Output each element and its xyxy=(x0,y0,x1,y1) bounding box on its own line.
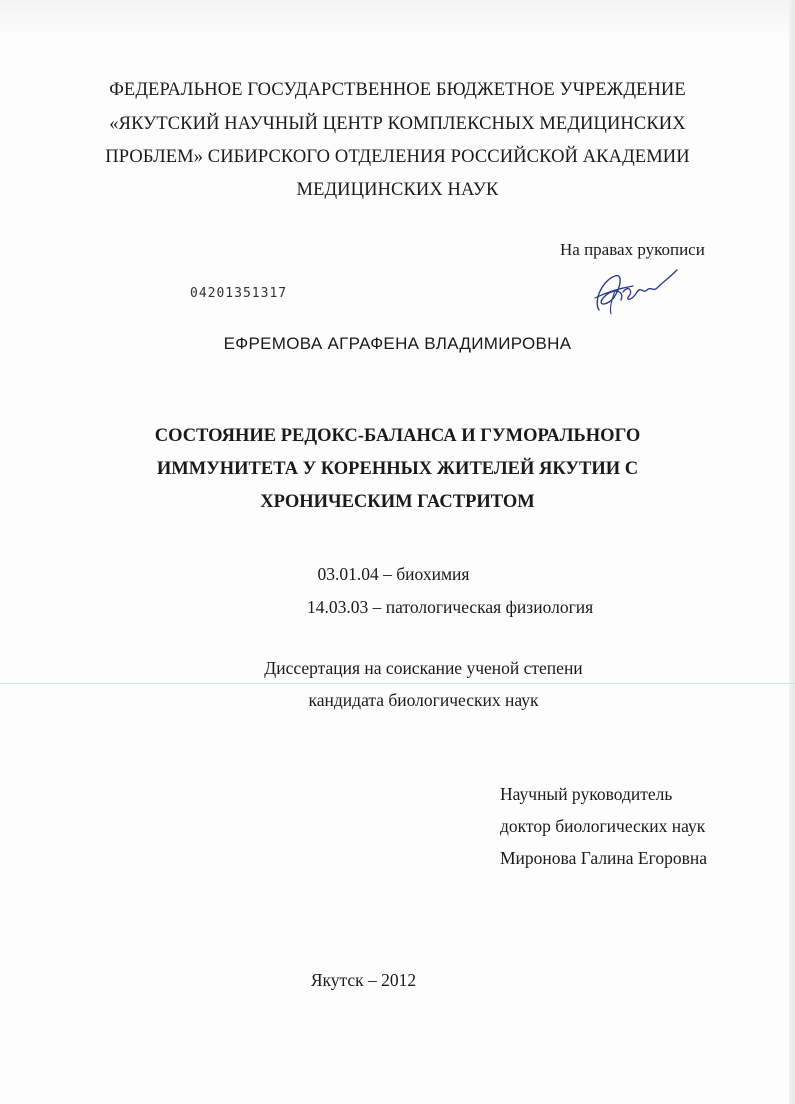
title-line-2: ИММУНИТЕТА У КОРЕННЫХ ЖИТЕЛЕЙ ЯКУТИИ С xyxy=(156,459,639,479)
specialty-2: 14.03.03 – патологическая физиология xyxy=(307,597,594,617)
scan-line xyxy=(0,683,795,684)
scan-shade xyxy=(0,0,795,40)
institution-line-2: «ЯКУТСКИЙ НАУЧНЫЙ ЦЕНТР КОМПЛЕКСНЫХ МЕДИЦИНСКИХ xyxy=(109,114,686,134)
dissertation-line-1: Диссертация на соискание ученой степени xyxy=(264,658,583,678)
serial-number: 04201351317 xyxy=(190,286,288,301)
title-line-3: ХРОНИЧЕСКИМ ГАСТРИТОМ xyxy=(260,492,535,512)
author-name: ЕФРЕМОВА АГРАФЕНА ВЛАДИМИРОВНА xyxy=(223,334,572,353)
institution-line-3: ПРОБЛЕМ» СИБИРСКОГО ОТДЕЛЕНИЯ РОССИЙСКОЙ АКАДЕМИИ xyxy=(105,147,690,167)
institution-line-4: МЕДИЦИНСКИХ НАУК xyxy=(296,180,499,200)
specialty-1: 03.01.04 – биохимия xyxy=(317,564,470,584)
place-year: Якутск – 2012 xyxy=(310,970,417,990)
institution-line-1: ФЕДЕРАЛЬНОЕ ГОСУДАРСТВЕННОЕ БЮДЖЕТНОЕ УЧРЕЖДЕНИЕ xyxy=(109,80,686,100)
signature-icon xyxy=(585,262,685,317)
dissertation-line-2: кандидата биологических наук xyxy=(308,690,539,710)
rights-note: На правах рукописи xyxy=(560,240,705,259)
supervisor-name: Миронова Галина Егоровна xyxy=(500,848,708,868)
supervisor-degree: доктор биологических наук xyxy=(500,816,706,836)
title-line-1: СОСТОЯНИЕ РЕДОКС-БАЛАНСА И ГУМОРАЛЬНОГО xyxy=(154,426,641,446)
supervisor-role: Научный руководитель xyxy=(500,784,673,804)
